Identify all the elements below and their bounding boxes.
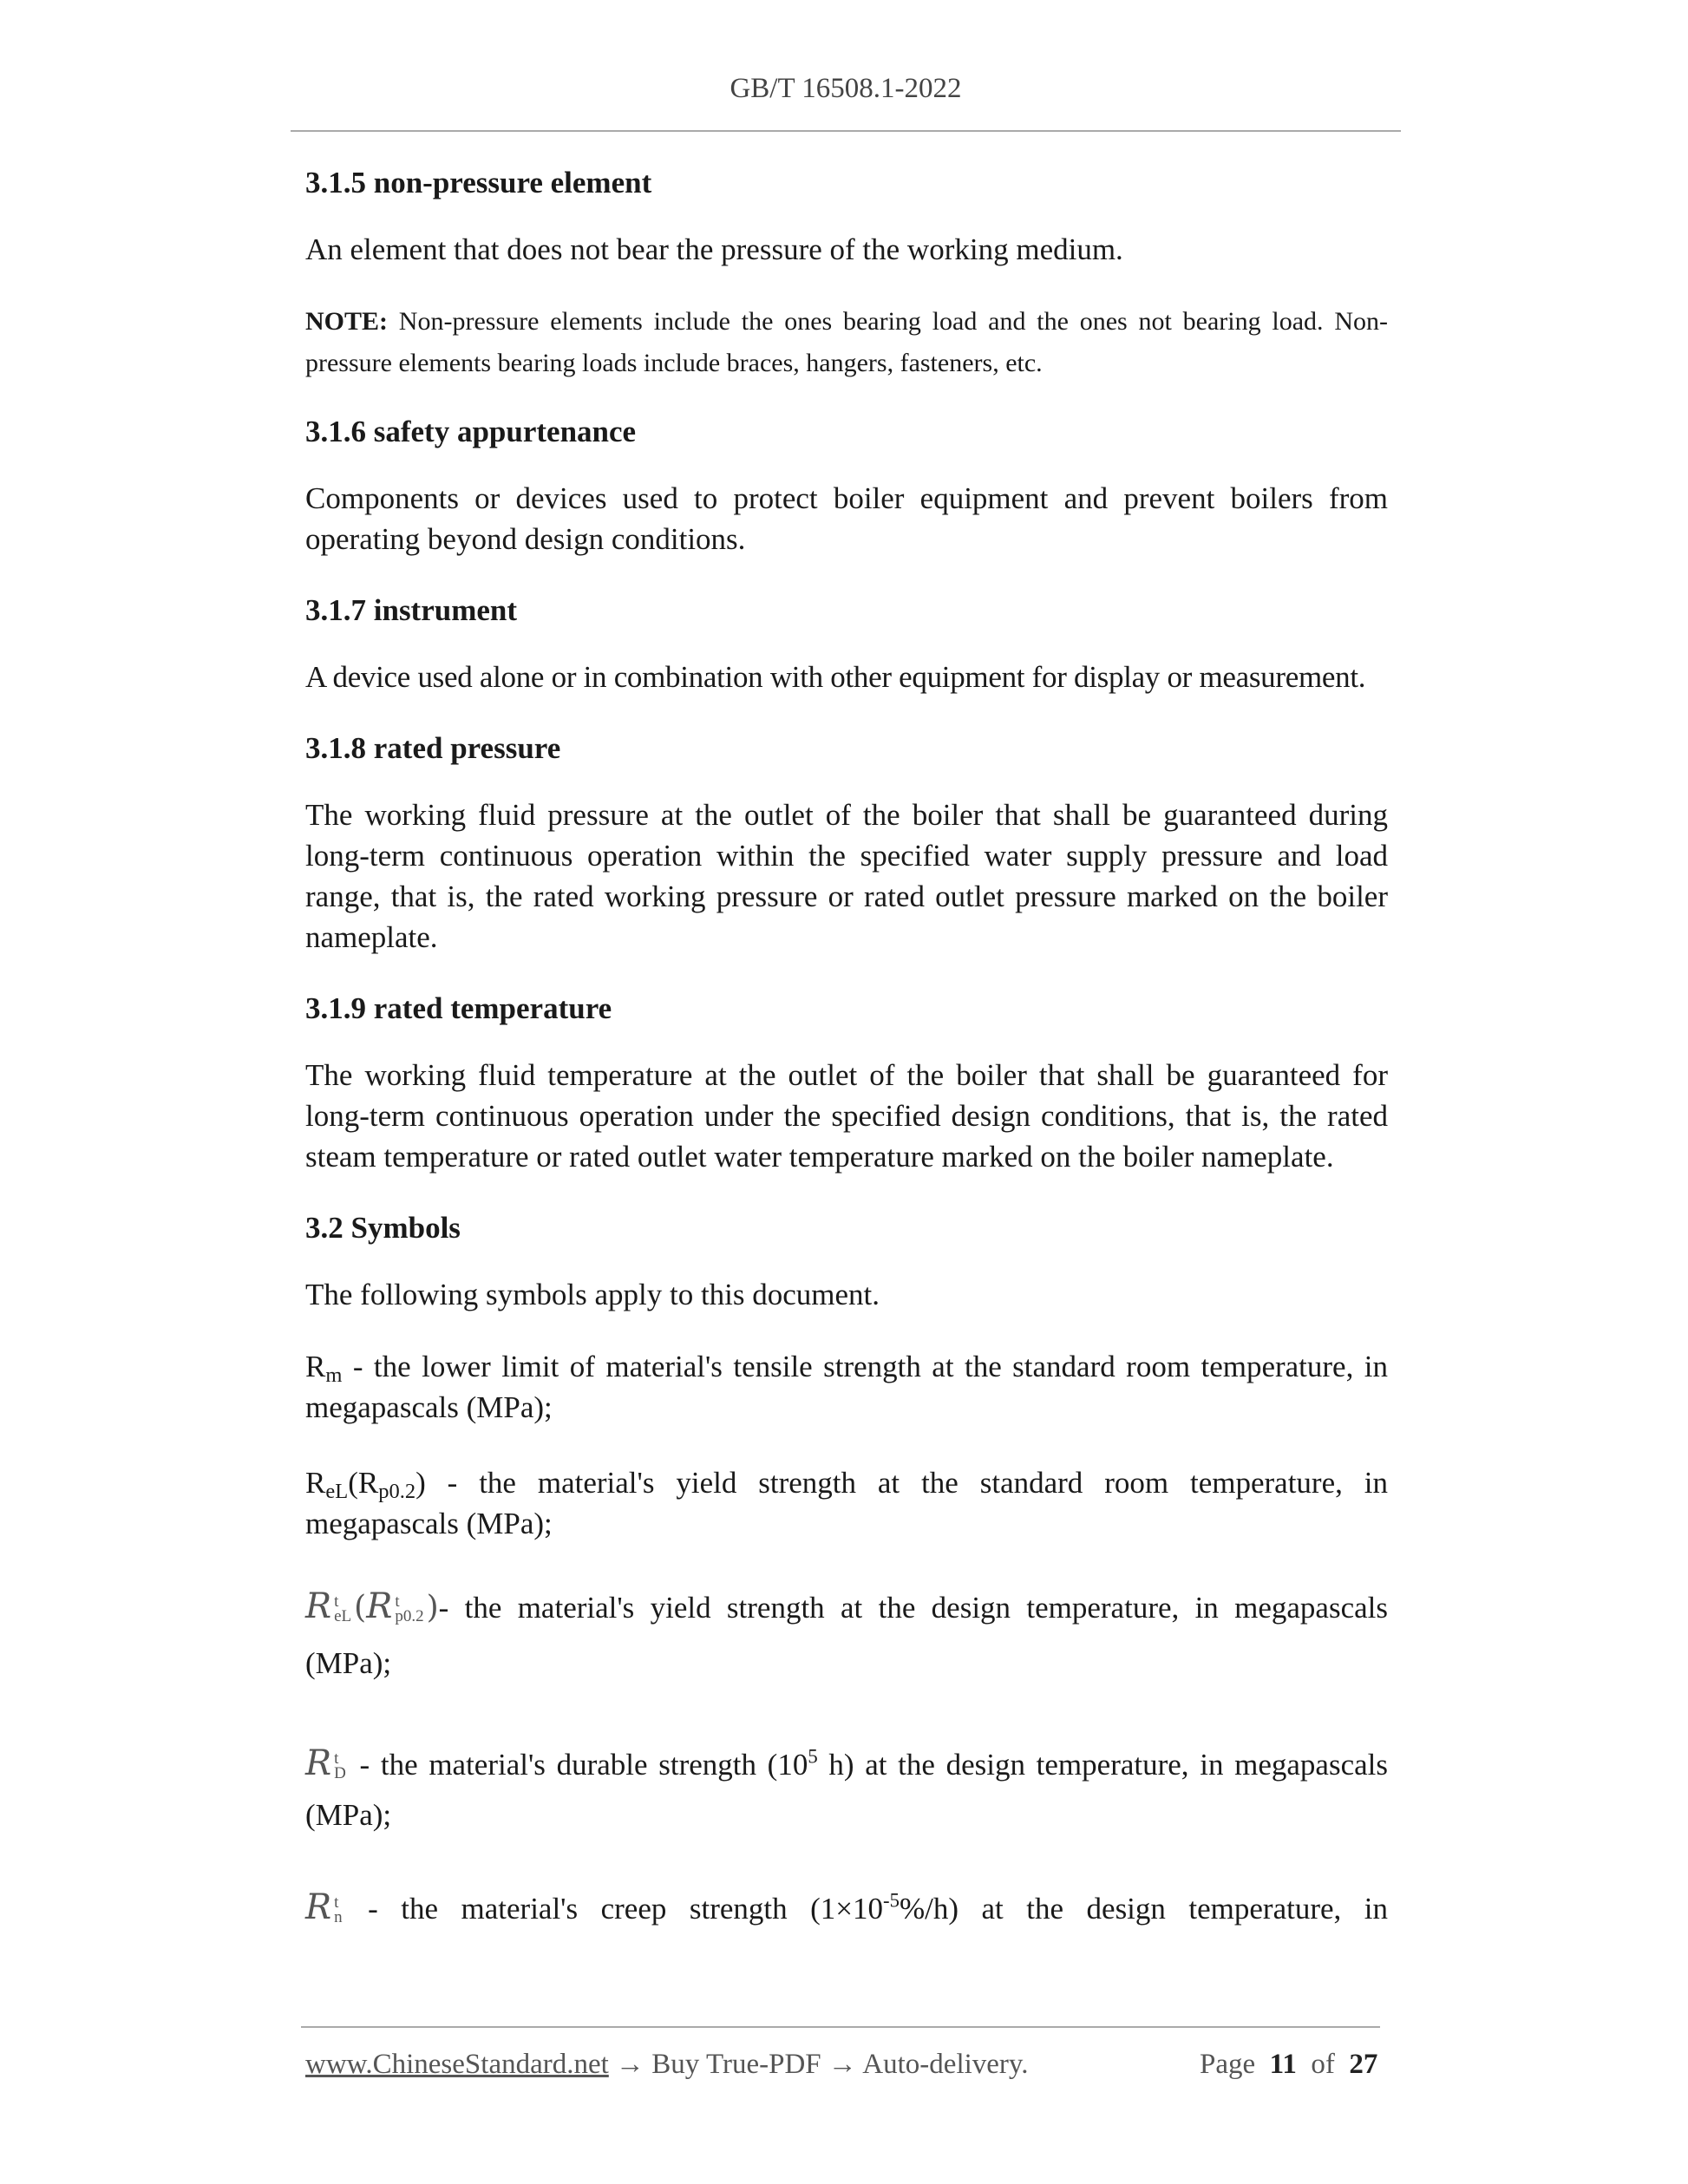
section-text: The working fluid temperature at the outlet of the boiler that shall be guaranteed for long-term continuous operation under the specified design conditions, that is, the rated steam temperature or rated outlet water temperature marked on the boiler nameplate. — [305, 1058, 1388, 1174]
symbol-rm: $R_m$ - the lower limit of material's tensile strength at the standard room temperature, in megapascals (MPa); — [305, 1350, 1388, 1424]
note-text: Non-pressure elements include the ones bearing load and the ones not bearing load. Non-pressure elements bearing loads include braces, hangers, fasteners, etc. — [305, 307, 1388, 377]
section-text: The following symbols apply to this document. — [305, 1278, 880, 1311]
section-title: 3.1.7 instrument — [305, 593, 518, 627]
note-label: NOTE: — [305, 307, 389, 336]
page-content — [305, 163, 1388, 1964]
page-total: 27 — [1349, 2049, 1378, 2080]
page-indicator: Page 11 of 27 — [1200, 2049, 1378, 2080]
page-number: 11 — [1269, 2049, 1297, 2080]
section-text: Components or devices used to protect boiler equipment and prevent boilers from operating beyond design conditions. — [305, 481, 1388, 556]
section-title: 3.1.9 rated temperature — [305, 991, 612, 1025]
symbol-rel: $R_{eL}(R_{p0.2})$ - the material's yield strength at the standard room temperature, in megapascals (MPa); — [305, 1466, 1388, 1540]
section-text: A device used alone or in combination with other equipment for display or measurement. — [305, 660, 1366, 694]
symbol-rnt: R t n - the material's creep strength $(1\times 10^{-5}\%/h)$ at the design temperature, in — [305, 1887, 1388, 1927]
section-title: 3.1.6 safety appurtenance — [305, 415, 637, 448]
footer-promo — [305, 2049, 1029, 2081]
note — [305, 301, 1388, 384]
section-text: The working fluid pressure at the outlet of the boiler that shall be guaranteed during long-term continuous operation within the specified water supply pressure and load range, that is, the rated working pressure or rated outlet pressure marked on the boiler nameplate. — [305, 798, 1388, 954]
section-title: 3.1.8 rated pressure — [305, 731, 561, 765]
site-link[interactable]: www.ChineseStandard.net — [305, 2049, 609, 2080]
header-rule — [291, 130, 1401, 132]
section-title: 3.2 Symbols — [305, 1211, 461, 1245]
footer-rule — [301, 2026, 1380, 2028]
section-text: An element that does not bear the pressure of the working medium. — [305, 232, 1123, 266]
symbol-relt: R t eL (R t p0.2 )- the material's yield strength at the design temperature, in megapascals (MPa); — [305, 1586, 1388, 1680]
symbol-rdt: R t D - the material's durable strength ($10^5$ h) at the design temperature, in megapascals (MPa); — [305, 1743, 1389, 1832]
page-header: GB/T 16508.1-2022 — [730, 73, 962, 104]
footer-promo-text: → Buy True-PDF → Auto-delivery. — [608, 2049, 1029, 2080]
section-title: 3.1.5 non-pressure element — [305, 166, 652, 199]
